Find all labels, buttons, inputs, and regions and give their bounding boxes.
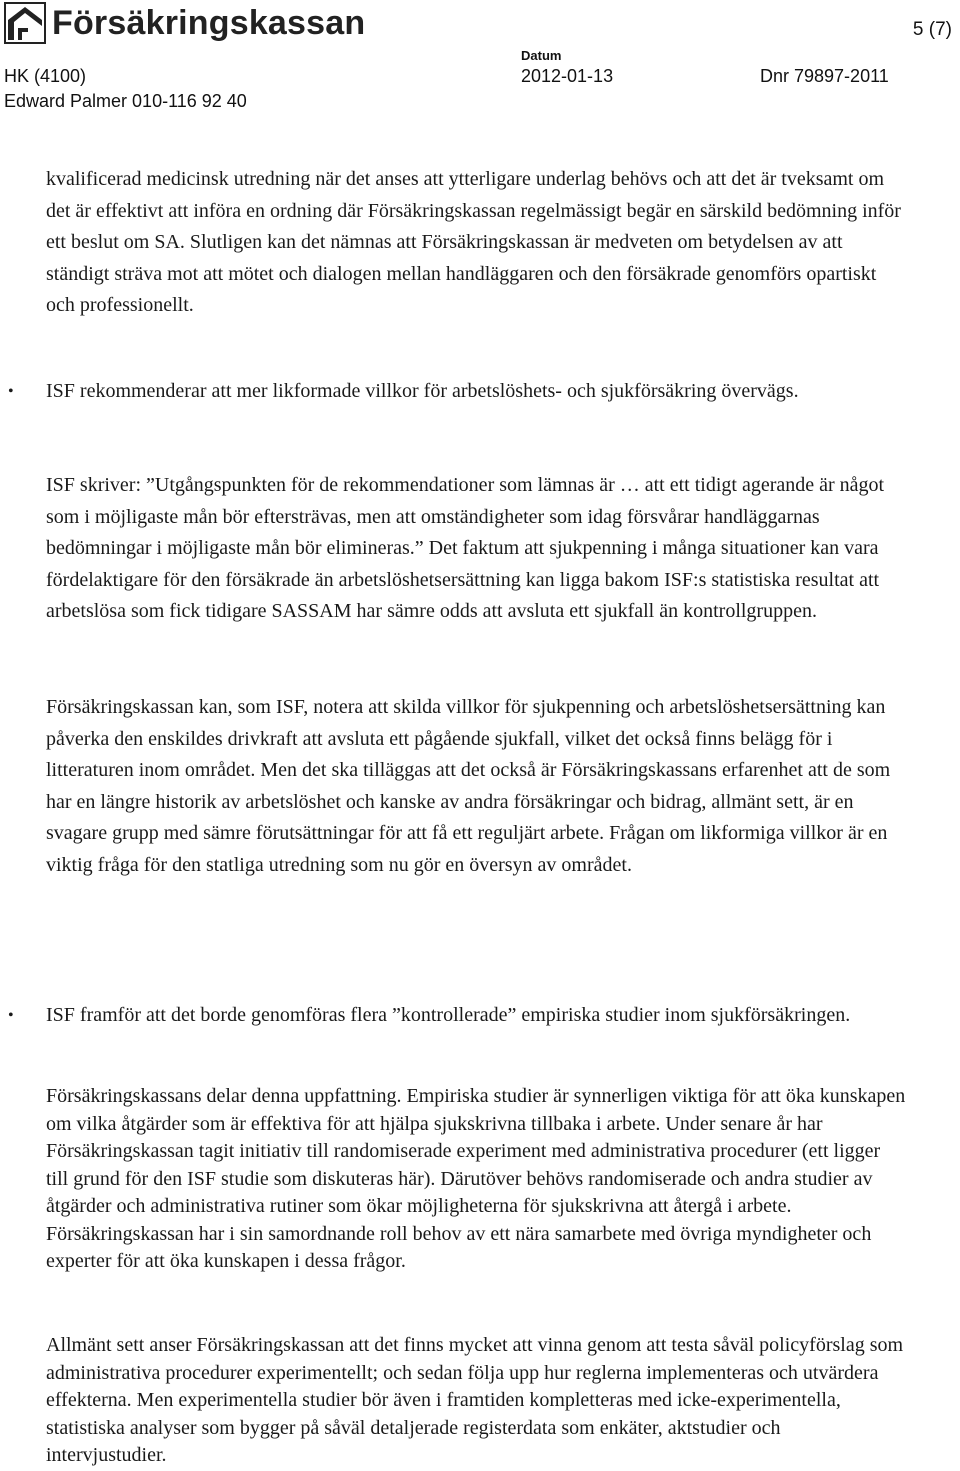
reference-number: Dnr 79897-2011 [760, 66, 889, 86]
page-number: 5 (7) [912, 19, 952, 40]
date-label: Datum [521, 48, 562, 63]
paragraph [46, 692, 906, 881]
paragraph-text: kvalificerad medicinsk utredning när det anses att ytterligare underlag behövs och att det är tveksamt om det är effektivt att införa en ordning där Försäkringskassan regelmässigt begär en särskild bedömning inför ett beslut om SA. Slutligen kan det nämnas att Försäkringskassan är medveten om betydelsen av att ständigt sträva mot att mötet och dialogen mellan handläggaren och den försäkrade genomförs opartiskt och professionellt. [46, 168, 901, 316]
paragraph [46, 164, 906, 322]
bullet-text: ISF framför att det borde genomföras flera ”kontrollerade” empiriska studier inom sjukförsäkringen. [46, 1004, 851, 1026]
paragraph [46, 1332, 906, 1470]
bullet-text: ISF rekommenderar att mer likformade villkor för arbetslöshets- och sjukförsäkring övervägs. [46, 380, 799, 402]
paragraph-text: ISF skriver: ”Utgångspunkten för de rekommendationer som lämnas är … att ett tidigt agerande är något som i möjligaste mån bör eftersträvas, men att omständigheter som idag försvårar handläggarnas bedömningar i möjligaste mån bör elimineras.” Det faktum att sjukpenning i många situationer kan vara fördelaktigare för den försäkrade än arbetslöshetsersättning kan ligga bakom ISF:s statistiska resultat att arbetslösa som fick tidigare SASSAM har sämre odds att avsluta ett sjukfall än kontrollgruppen. [46, 474, 885, 622]
department: HK (4100) [4, 66, 87, 86]
paragraph-text: Försäkringskassan kan, som ISF, notera att skilda villkor för sjukpenning och arbetslöshetsersättning kan påverka den enskildes drivkraft att avsluta ett pågående sjukfall, vilket det också finns belägg för i litteraturen inom området. Men det ska tilläggas att det också är Försäkringskassans erfarenhet att de som har en längre historik av arbetslöshet och kanske av andra försäkringar och bidrag, allmänt sett, är en svagare grupp med sämre förutsättningar för att få ett reguljärt arbete. Frågan om likformiga villkor är en viktig fråga för den statliga utredning som nu gör en översyn av området. [46, 696, 891, 876]
forsakringskassan-logo-icon [4, 2, 46, 44]
bullet-icon: • [8, 1007, 14, 1024]
paragraph [46, 1083, 906, 1276]
org-logo [4, 2, 365, 44]
bullet-icon: • [8, 383, 14, 400]
paragraph-text: Försäkringskassans delar denna uppfattning. Empiriska studier är synnerligen viktiga för att öka kunskapen om vilka åtgärder som är effektiva för att hjälpa sjukskrivna tillbaka i arbete. Under senare år har Försäkringskassan tagit initiativ till randomiserade experiment med administrativa procedurer (ett ligger till grund för den ISF studie som diskuteras här). Därutöver behövs randomiserade och andra studier av åtgärder och administrativa rutiner som ökar möjligheterna för sjukskrivna att återgå i arbete. Försäkringskassan har i sin samordnande roll behov av ett nära samarbete med övriga myndigheter och experter för att öka kunskapen i dessa frågor. [46, 1085, 906, 1272]
paragraph-text: Allmänt sett anser Försäkringskassan att det finns mycket att vinna genom att testa såväl policyförslag som administrativa procedurer experimentellt; och sedan följa upp hur reglerna implementeras och utvärdera effekterna. Men experimentella studier bör även i framtiden kompletteras med icke-experimentella, statistiska analyser som bygger på såväl detaljerade registerdata som enkäter, aktstudier och intervjustudier. [46, 1334, 904, 1466]
date-value: 2012-01-13 [521, 66, 614, 86]
org-name: Försäkringskassan [52, 4, 366, 42]
paragraph [46, 470, 906, 628]
contact-person: Edward Palmer 010-116 92 40 [4, 91, 247, 111]
